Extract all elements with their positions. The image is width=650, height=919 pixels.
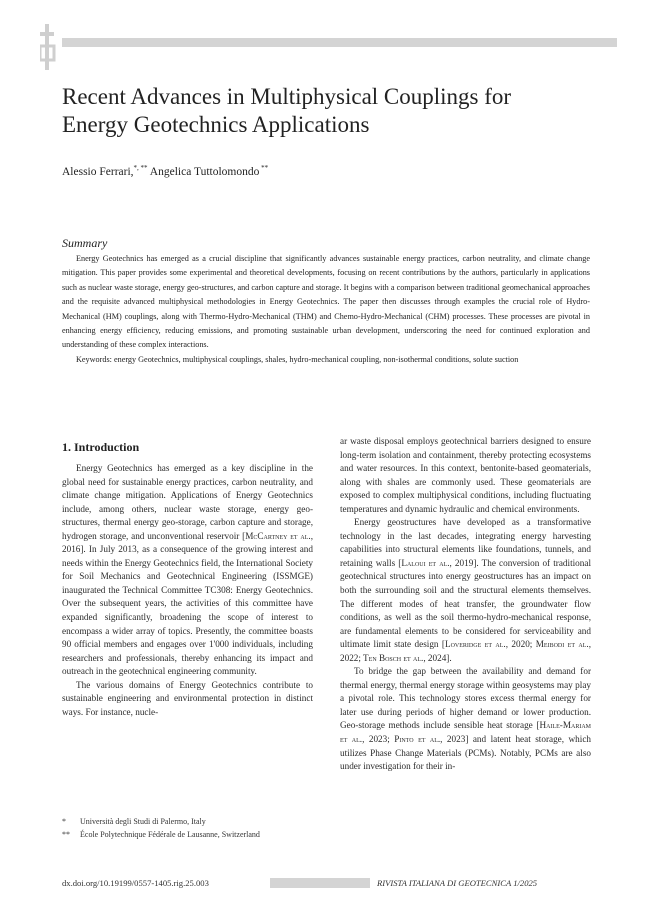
- author-list: [62, 164, 268, 178]
- footnote-mark: **: [62, 830, 70, 839]
- title-line-2: Energy Geotechnics Applications: [62, 112, 370, 137]
- intro-paragraph-2: The various domains of Energy Geotechnics contribute to sustainable engineering and environmental protection in distinct ways. For instance, nucle-: [62, 679, 313, 717]
- footer-bar: [270, 878, 370, 888]
- intro-paragraph-4: To bridge the gap between the availability and demand for thermal energy, thermal energy storage within geosystems may play a pivotal role. This technology stores excess thermal energy for later use during periods of higher demand or lower production. Geo-storage methods include sensible heat storage [Haile-Mariam et al., 2023; Pinto et al., 2023] and latent heat storage, which utilizes Phase Change Materials (PCMs). Notably, PCMs are also under investigation for their in-: [340, 666, 591, 772]
- intro-paragraph-3: Energy geostructures have developed as a transformative technology in the last decades, integrating energy harvesting capabilities into structural elements like foundations, tunnels, and retaining walls [Laloui et al., 2019]. The conversion of traditional geotechnical structures into energy geostructures has an impact on both the surrounding soil and the structural elements themselves. The different modes of heat transfer, the groundwater flow conditions, as well as the soil thermo-hydro-mechanical response, are fundamental elements to be considered for serviceability and ultimate limit state design [Loveridge et al., 2020; Meibodi et al., 2022; Ten Bosch et al., 2024].: [340, 517, 592, 663]
- citation: Loveridge et al., 2020; Meibodi et al., 2022; Ten Bosch et al., 2024: [340, 639, 591, 663]
- summary-block: [62, 252, 590, 367]
- title-line-1: Recent Advances in Multiphysical Couplings for: [62, 84, 512, 109]
- left-column: [62, 462, 313, 719]
- citation: McCartney et al., 2016: [62, 530, 313, 555]
- citation: Laloui et al., 2019: [401, 557, 474, 568]
- affiliation-footnotes: [62, 815, 260, 841]
- footnote-text: École Polytechnique Fédérale de Lausanne, Switzerland: [80, 830, 260, 839]
- footnote-mark: *: [62, 817, 66, 826]
- footnote: [62, 815, 260, 828]
- citation: Haile-Mariam et al., 2023; Pinto et al., 2023: [340, 720, 591, 745]
- right-column: [340, 435, 591, 774]
- paper-title: [62, 83, 602, 139]
- author-1-affiliation-marks: *, **: [133, 164, 148, 172]
- doi-link[interactable]: dx.doi.org/10.19199/0557-1405.rig.25.003: [62, 878, 209, 888]
- author-2-affiliation-marks: **: [259, 164, 269, 172]
- journal-logo-icon: [40, 24, 56, 70]
- keywords: Keywords: energy Geotechnics, multiphysical couplings, shales, hydro-mechanical coupling, non-isothermal conditions, solute suction: [76, 354, 519, 364]
- footnote-text: Università degli Studi di Palermo, Italy: [80, 817, 206, 826]
- summary-heading: Summary: [62, 236, 108, 250]
- author-1: Alessio Ferrari,: [62, 165, 134, 178]
- header-bar: [62, 38, 617, 47]
- summary-body: Energy Geotechnics has emerged as a crucial discipline that significantly advances sustainable energy practices, carbon neutrality, and climate change mitigation. This paper provides some experimental and theoretical developments, focusing on recent contributions by the authors, particularly in applications such as nuclear waste storage, energy geo-structures, and carbon capture and storage. It begins with a comparison between traditional geomechanical approaches and the requisite advanced multiphysical methodologies in Energy Geotechnics. The paper then discusses through examples the crucial role of Hydro-Mechanical (HM) couplings, along with Thermo-Hydro-Mechanical (THM) and Chemo-Hydro-Mechanical (CHM) processes. These processes are pivotal in enhancing energy efficiency, reducing emissions, and promoting sustainable urban development, underscoring the need for continued exploration and understanding of these complex interactions.: [62, 254, 590, 350]
- intro-paragraph-2-continued: ar waste disposal employs geotechnical barriers designed to ensure long-term isolation and containment, thereby protecting ecosystems and water resources. In this context, bentonite-based geomaterials, along with shales are commonly used. These geomaterials are exposed to complex multiphysical conditions, including fluctuating temperatures and dynamic hydraulic and chemical environments.: [340, 436, 591, 514]
- journal-name: RIVISTA ITALIANA DI GEOTECNICA 1/2025: [377, 878, 538, 888]
- intro-paragraph-1: Energy Geotechnics has emerged as a key discipline in the global need for sustainable energy practices, carbon neutrality, and climate change mitigation. Applications of Energy Geotechnics include, among others, nuclear waste storage, energy geo-structures, thermal energy geo-storage, carbon capture and storage, hydrogen storage, and unconventional reservoir [McCartney et al., 2016]. In July 2013, as a consequence of the growing interest and needs within the Energy Geotechnics field, the International Society for Soil Mechanics and Geotechnical Engineering (ISSMGE) inaugurated the Technical Committee TC308: Energy Geotechnics. Over the subsequent years, the activities of this committee have expanded significantly, broadening the scope of interest to encompass a wider array of topics. Presently, the committee boasts 90 official members and engages over 1'000 individuals, including researchers and professionals, thereby enhancing its impact and outreach in the geotechnical engineering community.: [62, 463, 313, 677]
- author-2: Angelica Tuttolomondo: [147, 165, 260, 178]
- footnote: [62, 828, 260, 841]
- section-heading-introduction: 1. Introduction: [62, 440, 140, 454]
